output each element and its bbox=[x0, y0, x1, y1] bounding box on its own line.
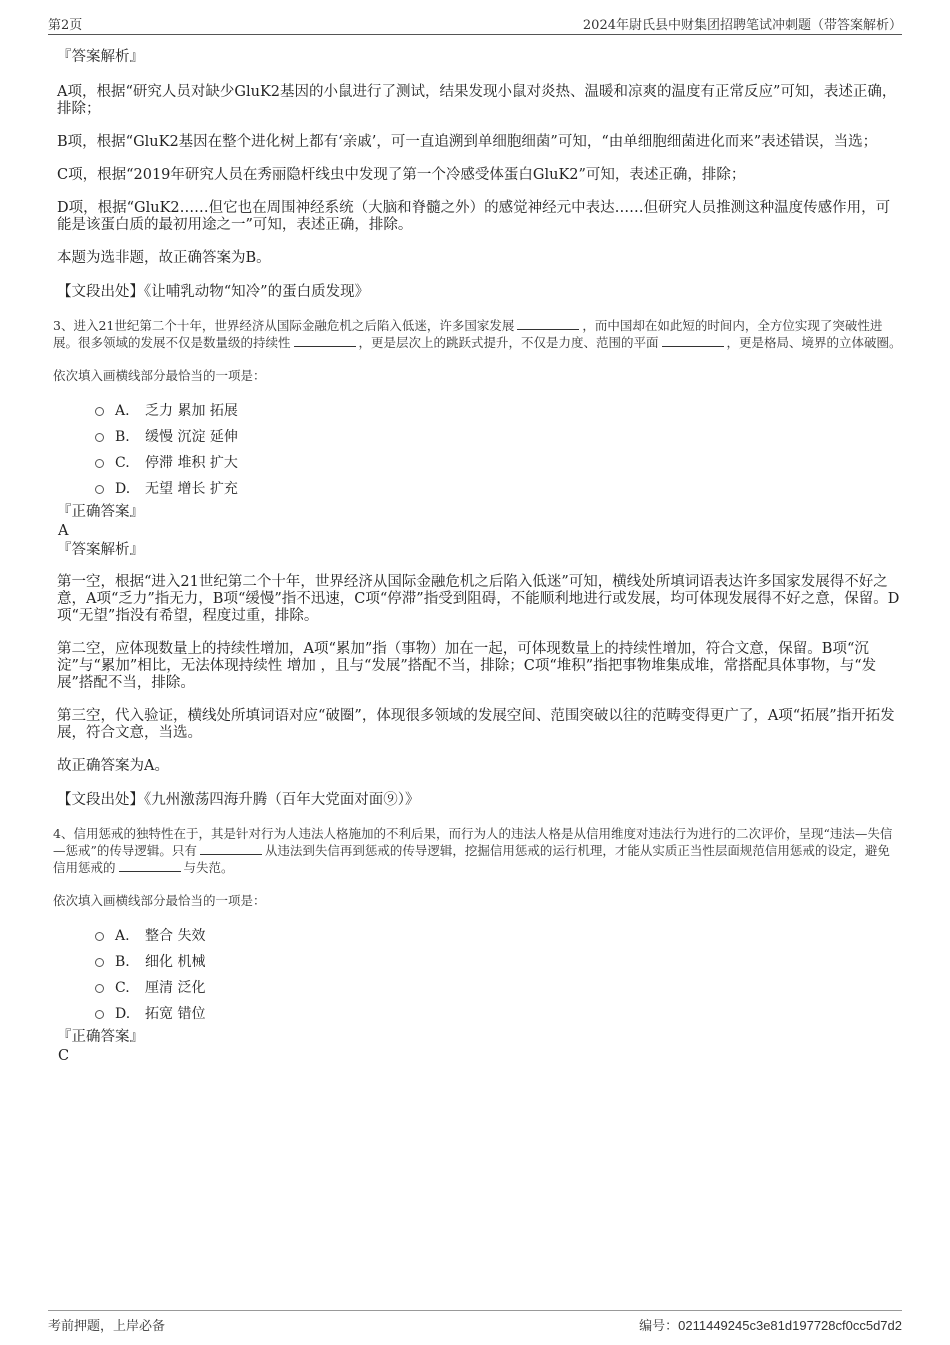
radio-icon[interactable] bbox=[95, 1010, 104, 1019]
analysis-label: 『答案解析』 bbox=[57, 542, 144, 558]
answer-blank bbox=[119, 859, 181, 872]
question-4-text: 4、信用惩戒的独特性在于，其是针对行为人违法人格施加的不利后果，而行为人的违法人格是从信用维度对违法行为进行的二次评价，呈现“违法—失信—惩戒”的传导逻辑。只有 从违法到失信再到惩戒的传导逻辑，挖掘信用惩戒的运行机理，才能从实质正当性层面规范信用惩戒的设定，避免信用惩戒的 与失范。 bbox=[53, 826, 893, 875]
analysis-paragraph: 第二空，应体现数量上的持续性增加，A项“累加”指（事物）加在一起，可体现数量上的持续性增加，符合文意，保留。B项“沉淀”与“累加”相比，无法体现持续性 增加 ，且与“发展”搭配不当，排除；C项“堆积”指把事物堆集成堆，常搭配具体事物，与“发展”搭配不当，排除。 bbox=[57, 641, 877, 691]
radio-icon[interactable] bbox=[95, 958, 104, 967]
analysis-paragraph: A项，根据“研究人员对缺少GluK2基因的小鼠进行了测试，结果发现小鼠对炎热、温暖和凉爽的温度有正常反应”可知，表述正确，排除； bbox=[57, 84, 897, 117]
page-header bbox=[48, 14, 902, 35]
question-prompt: 依次填入画横线部分最恰当的一项是： bbox=[53, 368, 266, 383]
analysis-label: 『答案解析』 bbox=[57, 49, 144, 65]
analysis-paragraph: C项，根据“2019年研究人员在秀丽隐杆线虫中发现了第一个冷感受体蛋白GluK2”可知，表述正确，排除； bbox=[57, 167, 746, 183]
answer-blank bbox=[200, 842, 262, 855]
option-a[interactable]: A. 乏力 累加 拓展 bbox=[57, 398, 902, 424]
radio-icon[interactable] bbox=[95, 433, 104, 442]
option-b[interactable]: B. 细化 机械 bbox=[57, 949, 902, 975]
answer-blank bbox=[294, 334, 356, 347]
page-footer bbox=[48, 1310, 902, 1335]
question-prompt: 依次填入画横线部分最恰当的一项是： bbox=[53, 893, 266, 908]
correct-answer: C bbox=[58, 1048, 70, 1064]
page-number: 第2页 bbox=[48, 18, 83, 33]
option-d[interactable]: D. 拓宽 错位 bbox=[57, 1001, 902, 1027]
radio-icon[interactable] bbox=[95, 407, 104, 416]
source-citation: 【文段出处】《九州激荡四海升腾（百年大党面对面⑨）》 bbox=[57, 792, 420, 808]
page-content bbox=[53, 44, 902, 1065]
source-citation: 【文段出处】《让哺乳动物“知冷”的蛋白质发现》 bbox=[57, 284, 370, 300]
analysis-paragraph: 本题为选非题，故正确答案为B。 bbox=[57, 250, 271, 266]
correct-answer: A bbox=[58, 523, 69, 539]
answer-blank bbox=[517, 317, 579, 330]
options-list bbox=[57, 923, 902, 1027]
footer-slogan: 考前押题，上岸必备 bbox=[48, 1319, 166, 1334]
analysis-paragraph: 第三空，代入验证，横线处所填词语对应“破圈”，体现很多领域的发展空间、范围突破以往的范畴变得更广了，A项“拓展”指开拓发展，符合文意，当选。 bbox=[57, 708, 895, 741]
analysis-paragraph: D项，根据“GluK2……但它也在周围神经系统（大脑和脊髓之外）的感觉神经元中表达……但研究人员推测这种温度传感作用，可能是该蛋白质的最初用途之一”可知，表述正确，排除。 bbox=[57, 200, 891, 233]
analysis-paragraph: 故正确答案为A。 bbox=[57, 758, 169, 774]
document-title: 2024年尉氏县中财集团招聘笔试冲刺题（带答案解析） bbox=[582, 18, 902, 33]
option-c[interactable]: C. 厘清 泛化 bbox=[57, 975, 902, 1001]
options-list bbox=[57, 398, 902, 502]
analysis-paragraph: 第一空，根据“进入21世纪第二个十年，世界经济从国际金融危机之后陷入低迷”可知，横线处所填词语表达许多国家发展得不好之意，A项“乏力”指无力，B项“缓慢”指不迅速，C项“停滞”指受到阻碍，不能顺利地进行或发展，均可体现发展得不好之意，保留。D项“无望”指没有希望，程度过重，排除。 bbox=[57, 574, 900, 624]
option-a[interactable]: A. 整合 失效 bbox=[57, 923, 902, 949]
option-b[interactable]: B. 缓慢 沉淀 延伸 bbox=[57, 424, 902, 450]
document-code: 编号：0211449245c3e81d197728cf0cc5d7d2 bbox=[639, 1318, 902, 1334]
radio-icon[interactable] bbox=[95, 459, 104, 468]
option-d[interactable]: D. 无望 增长 扩充 bbox=[57, 476, 902, 502]
radio-icon[interactable] bbox=[95, 984, 104, 993]
analysis-paragraph: B项，根据“GluK2基因在整个进化树上都有‘亲戚’，可一直追溯到单细胞细菌”可知，“由单细胞细菌进化而来”表述错误，当选； bbox=[57, 134, 878, 150]
radio-icon[interactable] bbox=[95, 932, 104, 941]
correct-answer-label: 『正确答案』 bbox=[57, 504, 144, 520]
radio-icon[interactable] bbox=[95, 485, 104, 494]
question-3-text: 3、进入21世纪第二个十年，世界经济从国际金融危机之后陷入低迷，许多国家发展 ，而中国却在如此短的时间内，全方位实现了突破性进展。很多领域的发展不仅是数量级的持续性 ，更是层次上的跳跃式提升，不仅是力度、范围的平面 ，更是格局、境界的立体破圈。 bbox=[53, 318, 902, 350]
correct-answer-label: 『正确答案』 bbox=[57, 1029, 144, 1045]
option-c[interactable]: C. 停滞 堆积 扩大 bbox=[57, 450, 902, 476]
answer-blank bbox=[662, 334, 724, 347]
